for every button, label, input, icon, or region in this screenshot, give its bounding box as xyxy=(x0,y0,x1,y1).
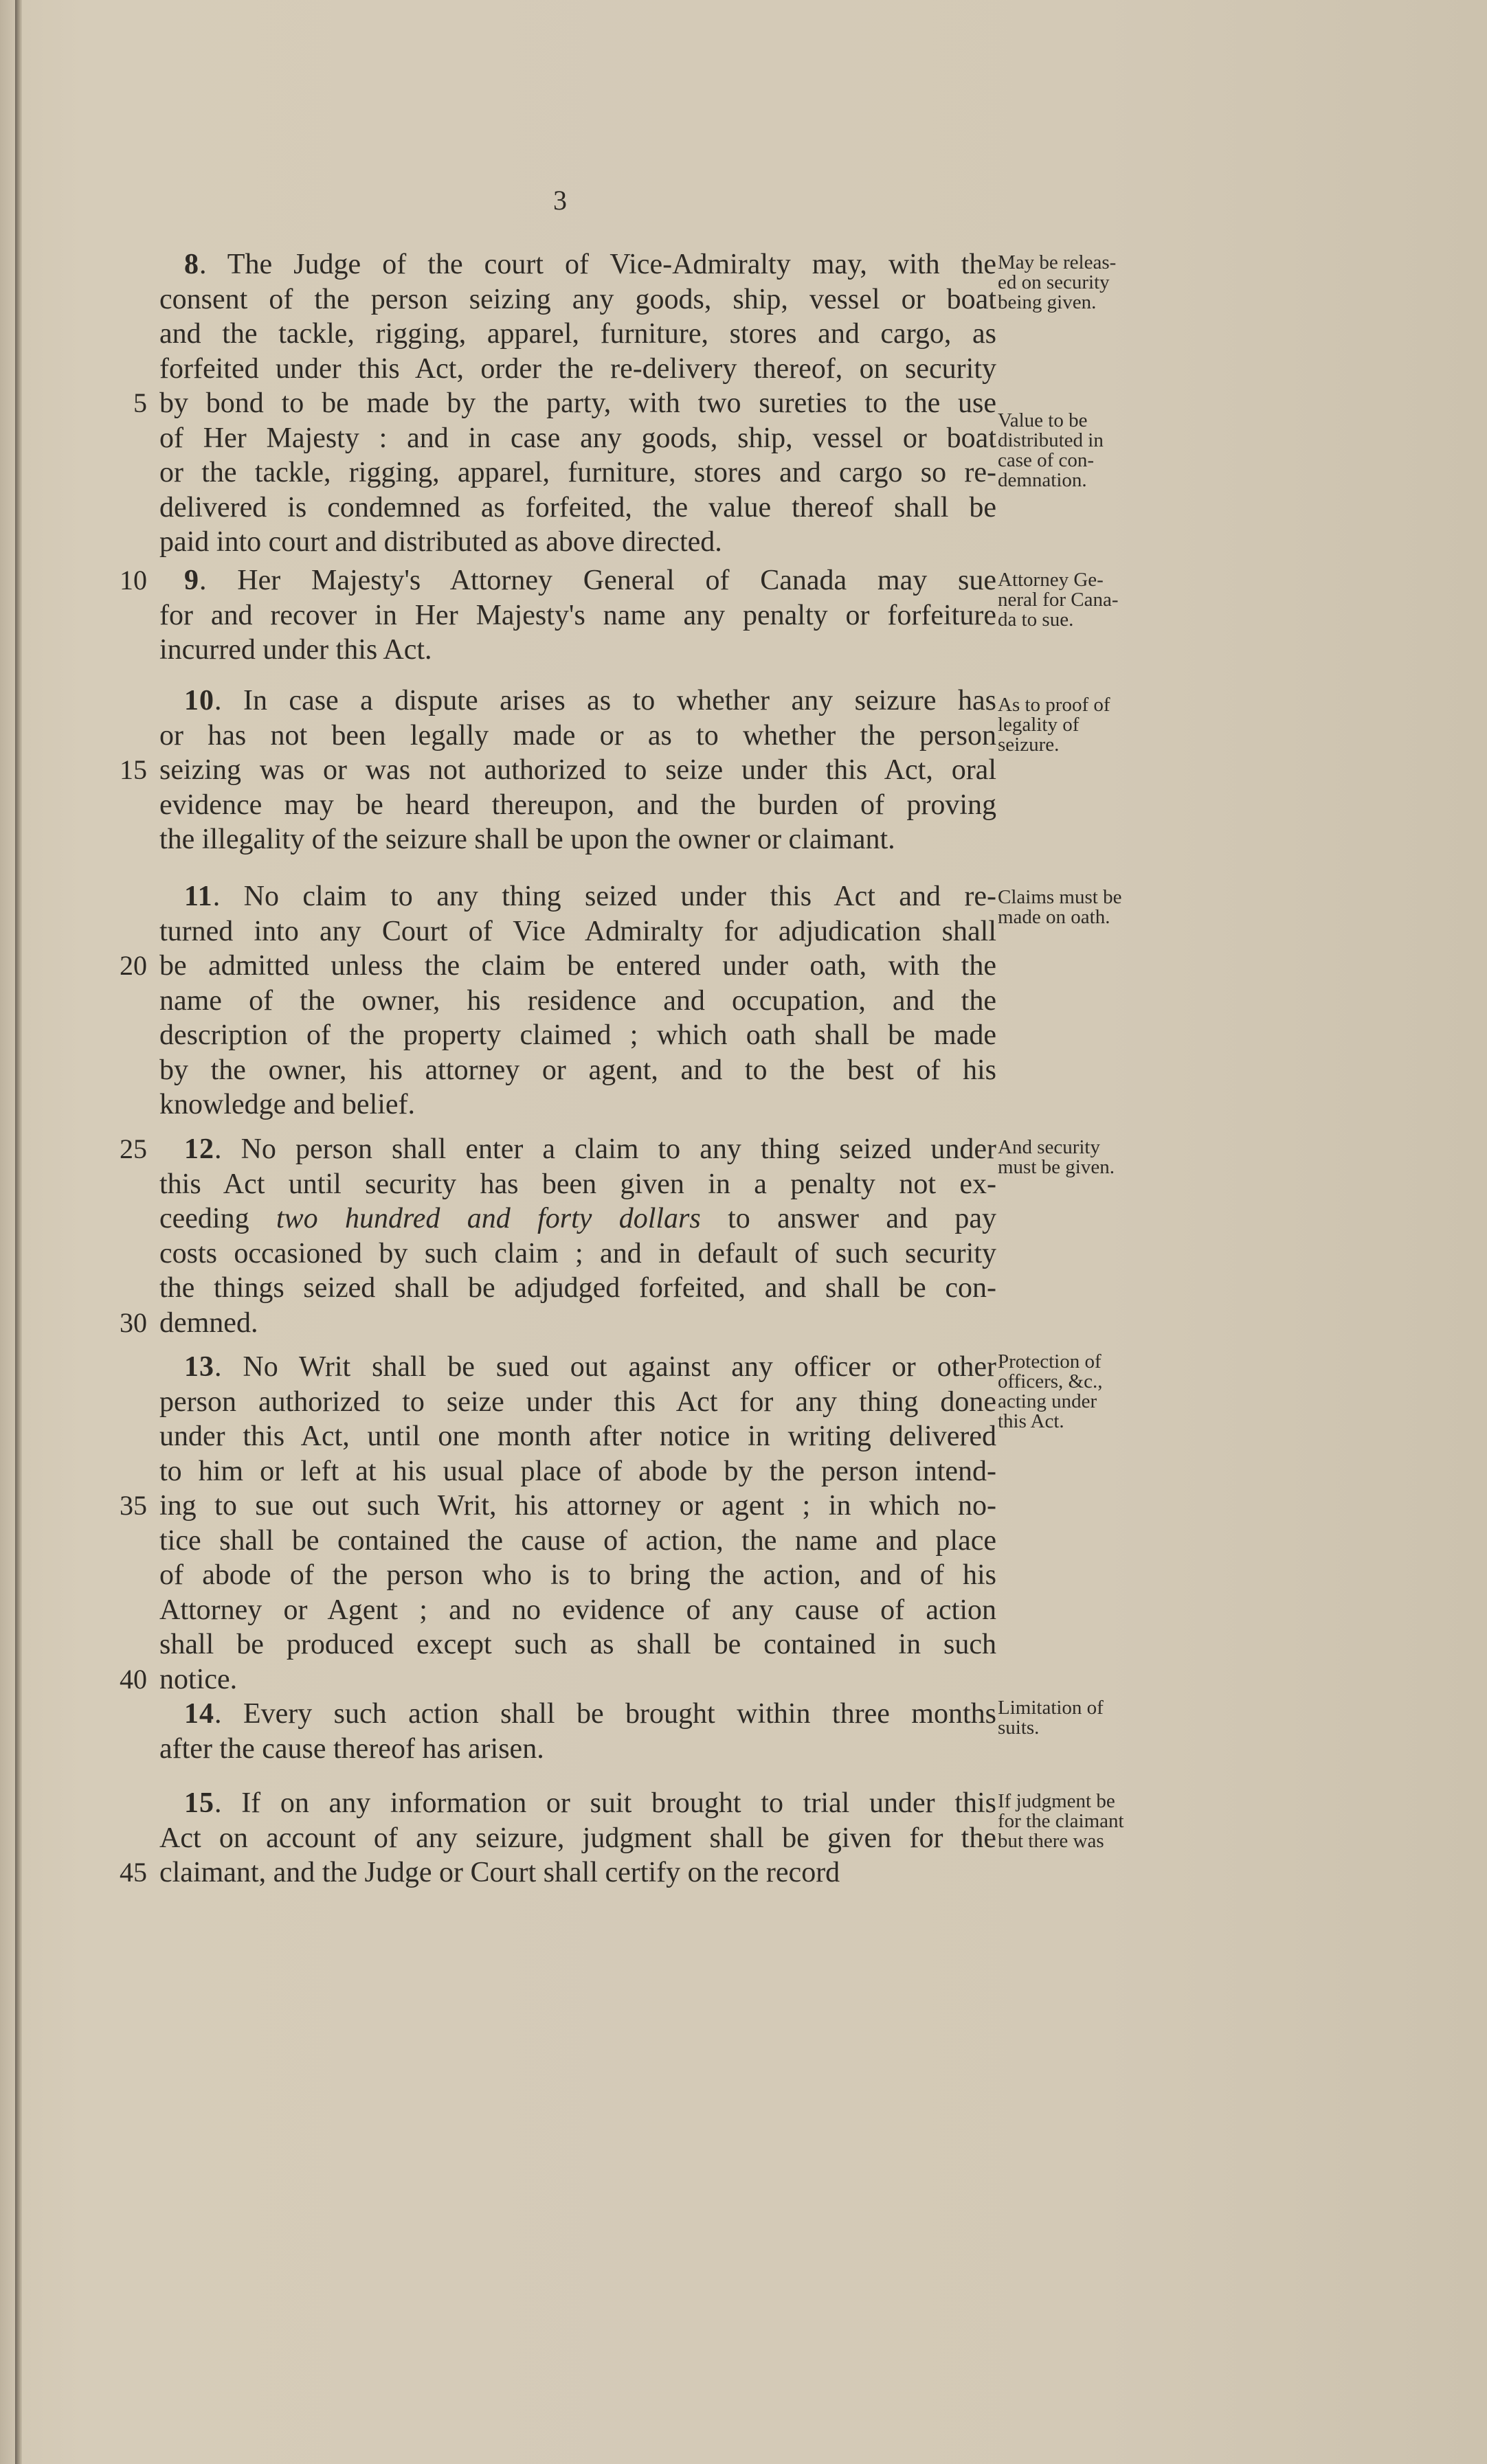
section-text: and the tackle, rigging, apparel, furniture, stores and cargo, as xyxy=(159,318,996,350)
section-text: or the tackle, rigging, apparel, furniture, stores and cargo so re- xyxy=(159,457,996,488)
margin-note-line: Attorney Ge- xyxy=(998,569,1104,591)
section-number: 14 xyxy=(184,1698,214,1730)
section-line xyxy=(159,1167,996,1201)
section-line xyxy=(159,386,996,420)
section-text: seizing was or was not authorized to seize under this Act, oral xyxy=(159,754,996,786)
section-text: for and recover in Her Majesty's name any penalty or forfeiture xyxy=(159,599,996,631)
section-line xyxy=(184,247,996,282)
margin-note-line: seizure. xyxy=(998,734,1060,756)
section-line xyxy=(159,1855,996,1890)
section-text: Attorney or Agent ; and no evidence of any cause of action xyxy=(159,1594,996,1626)
section-text: to him or left at his usual place of abode by the person intend- xyxy=(159,1455,996,1487)
section-line xyxy=(159,1201,996,1236)
line-number: 35 xyxy=(120,1490,147,1521)
section-text: notice. xyxy=(159,1663,238,1695)
section-text: ing to sue out such Writ, his attorney or agent ; in which no- xyxy=(159,1490,996,1522)
margin-note-line: distributed in xyxy=(998,429,1104,451)
section-line xyxy=(184,1350,996,1384)
section-text: . The Judge of the court of Vice-Admiralty may, with the xyxy=(199,249,996,280)
section-text: . No Writ shall be sued out against any officer or other xyxy=(214,1351,996,1383)
line-number: 10 xyxy=(120,565,147,596)
section-number: 12 xyxy=(184,1133,214,1165)
section-line xyxy=(184,1132,996,1166)
section-line xyxy=(159,1593,996,1627)
margin-note-line: neral for Cana- xyxy=(998,589,1119,611)
section-text: under this Act, until one month after notice in writing delivered xyxy=(159,1421,996,1452)
line-number: 30 xyxy=(120,1307,147,1338)
section-line xyxy=(159,1821,996,1855)
section-line xyxy=(159,984,996,1018)
section-text: Act on account of any seizure, judgment shall be given for the xyxy=(159,1822,996,1854)
line-number: 15 xyxy=(120,754,147,785)
section-line xyxy=(159,1558,996,1592)
section-line xyxy=(184,1786,996,1820)
margin-note-line: suits. xyxy=(998,1717,1040,1739)
section-text: the illegality of the seizure shall be upon the owner or claimant. xyxy=(159,824,895,855)
section-line xyxy=(159,1087,996,1122)
section-line xyxy=(159,753,996,787)
margin-note-line: May be releas- xyxy=(998,251,1117,273)
section-line xyxy=(159,1627,996,1662)
section-text: forfeited under this Act, order the re-delivery thereof, on security xyxy=(159,352,996,385)
page-number: 3 xyxy=(553,185,567,216)
section-text: . If on any information or suit brought to trial under this xyxy=(214,1787,996,1819)
section-text: turned into any Court of Vice Admiralty for adjudication shall xyxy=(159,915,996,947)
section-text: claimant, and the Judge or Court shall certify on the record xyxy=(159,1857,840,1888)
margin-note-line: officers, &c., xyxy=(998,1370,1103,1392)
section-text: costs occasioned by such claim ; and in default of such security xyxy=(159,1237,996,1269)
margin-note xyxy=(998,411,1176,490)
margin-note-line: being given. xyxy=(998,291,1097,313)
section-text: description of the property claimed ; which oath shall be made xyxy=(159,1019,996,1051)
line-number: 45 xyxy=(120,1857,147,1888)
section-line xyxy=(159,282,996,317)
section-text: delivered is condemned as forfeited, the value thereof shall be xyxy=(159,491,996,523)
section-text: . Every such action shall be brought within three months xyxy=(214,1698,996,1730)
section-text: or has not been legally made or as to whether the person xyxy=(159,719,996,751)
line-number: 40 xyxy=(120,1663,147,1695)
margin-note xyxy=(998,1698,1176,1738)
margin-note xyxy=(998,253,1176,313)
section-line xyxy=(159,1053,996,1087)
section-text: name of the owner, his residence and occupation, and the xyxy=(159,984,996,1017)
margin-note-line: legality of xyxy=(998,714,1080,736)
section-text: be admitted unless the claim be entered under oath, with the xyxy=(159,950,996,982)
margin-note-line: Limitation of xyxy=(998,1697,1104,1719)
line-number: 20 xyxy=(120,950,147,981)
section-line xyxy=(159,788,996,822)
section-line xyxy=(159,1662,996,1697)
section-text: consent of the person seizing any goods, ship, vessel or boat xyxy=(159,283,996,315)
line-number: 25 xyxy=(120,1133,147,1164)
margin-note xyxy=(998,1352,1176,1432)
section-line xyxy=(184,563,996,598)
section-text: demned. xyxy=(159,1307,258,1339)
section-line xyxy=(159,1732,996,1766)
section-text: by bond to be made by the party, with two sureties to the use xyxy=(159,387,996,419)
margin-note xyxy=(998,888,1176,927)
section-line xyxy=(159,598,996,633)
section-line xyxy=(159,1454,996,1489)
section-text: shall be produced except such as shall be contained in such xyxy=(159,1629,996,1660)
section-text: person authorized to seize under this Act for any thing done xyxy=(159,1386,996,1418)
section-text: two hundred and forty dollars xyxy=(276,1203,701,1234)
section-text: evidence may be heard thereupon, and the burden of proving xyxy=(159,789,996,821)
margin-note xyxy=(998,570,1176,630)
section-number: 8 xyxy=(184,249,199,280)
margin-note-line: demnation. xyxy=(998,469,1087,491)
section-line xyxy=(159,719,996,753)
section-line xyxy=(159,1271,996,1305)
section-text: knowledge and belief. xyxy=(159,1089,416,1120)
section-line xyxy=(159,1419,996,1454)
section-text: to answer and pay xyxy=(700,1203,996,1234)
margin-note-line: case of con- xyxy=(998,449,1095,471)
section-line xyxy=(159,1018,996,1052)
section-text: ceeding xyxy=(159,1203,276,1234)
section-text: incurred under this Act. xyxy=(159,634,432,666)
margin-note-line: da to sue. xyxy=(998,609,1074,631)
section-line xyxy=(184,683,996,718)
section-text: this Act until security has been given in a penalty not ex- xyxy=(159,1168,996,1200)
section-line xyxy=(159,633,996,667)
margin-note-line: If judgment be xyxy=(998,1790,1115,1812)
section-text: of abode of the person who is to bring the action, and of his xyxy=(159,1559,996,1591)
section-text: . No claim to any thing seized under this Act and re- xyxy=(212,881,996,912)
section-line xyxy=(159,1385,996,1419)
section-line xyxy=(159,1524,996,1558)
section-line xyxy=(184,1697,996,1731)
section-text: . Her Majesty's Attorney General of Canada may sue xyxy=(199,565,996,596)
section-line xyxy=(159,490,996,525)
section-text: after the cause thereof has arisen. xyxy=(159,1732,544,1765)
margin-note-line: but there was xyxy=(998,1830,1104,1852)
section-line xyxy=(159,525,996,559)
section-line xyxy=(159,1489,996,1523)
section-line xyxy=(159,914,996,949)
section-line xyxy=(159,352,996,386)
section-line xyxy=(159,317,996,351)
margin-note-line: Value to be xyxy=(998,409,1088,431)
section-text: . No person shall enter a claim to any thing seized under xyxy=(214,1133,996,1165)
section-line xyxy=(159,421,996,455)
section-text: tice shall be contained the cause of action, the name and place xyxy=(159,1524,996,1557)
margin-note-line: for the claimant xyxy=(998,1810,1124,1832)
section-number: 13 xyxy=(184,1351,214,1383)
margin-note xyxy=(998,1792,1176,1851)
section-text: . In case a dispute arises as to whether any seizure has xyxy=(214,685,996,716)
section-line xyxy=(159,1306,996,1340)
margin-note-line: must be given. xyxy=(998,1156,1115,1178)
section-text: by the owner, his attorney or agent, and to the best of his xyxy=(159,1054,996,1086)
margin-note-line: And security xyxy=(998,1136,1100,1158)
margin-note-line: made on oath. xyxy=(998,906,1110,928)
margin-note-line: this Act. xyxy=(998,1410,1064,1432)
section-number: 10 xyxy=(184,685,214,716)
section-text: of Her Majesty : and in case any goods, ship, vessel or boat xyxy=(159,422,996,454)
section-number: 11 xyxy=(184,881,213,912)
line-number: 5 xyxy=(133,387,147,418)
section-text: paid into court and distributed as above directed. xyxy=(159,526,722,558)
margin-note-line: Protection of xyxy=(998,1350,1102,1372)
section-number: 9 xyxy=(184,565,199,596)
section-line xyxy=(184,879,996,914)
section-text: the things seized shall be adjudged forfeited, and shall be con- xyxy=(159,1272,996,1304)
margin-note-line: As to proof of xyxy=(998,694,1110,716)
section-line xyxy=(159,949,996,983)
margin-note-line: acting under xyxy=(998,1390,1097,1412)
margin-note xyxy=(998,695,1176,755)
section-line xyxy=(159,455,996,490)
margin-note-line: Claims must be xyxy=(998,886,1122,908)
margin-note-line: ed on security xyxy=(998,271,1110,293)
section-line xyxy=(159,822,996,857)
margin-note xyxy=(998,1138,1176,1177)
section-number: 15 xyxy=(184,1787,214,1819)
section-line xyxy=(159,1236,996,1271)
